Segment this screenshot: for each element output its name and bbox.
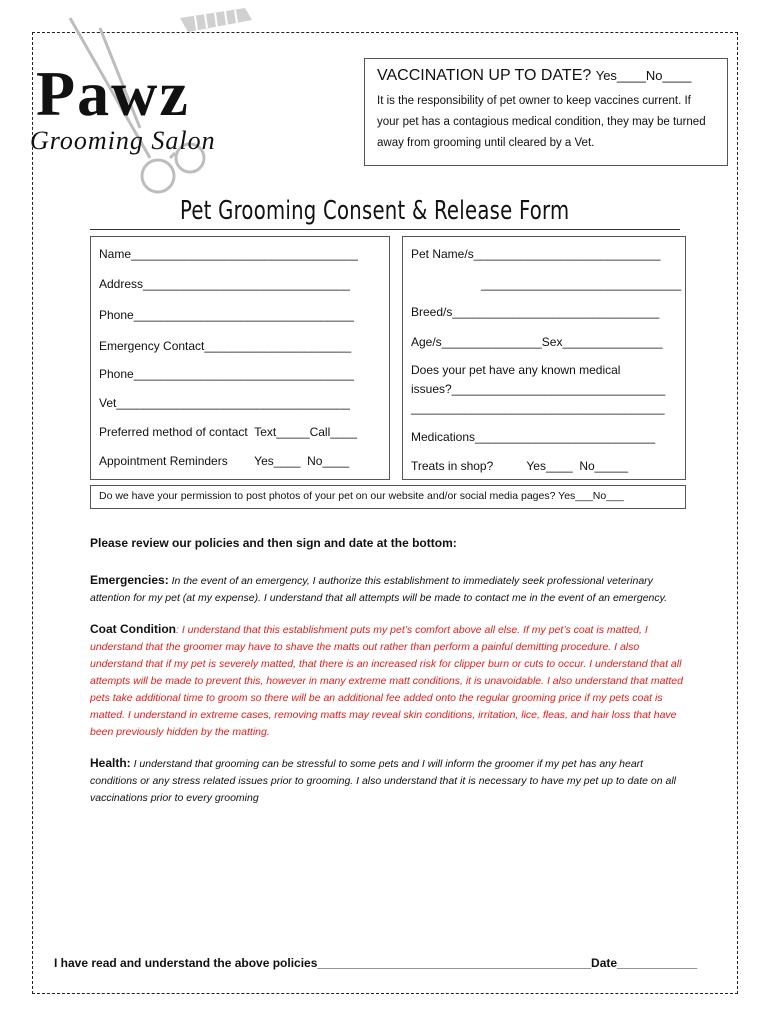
medications-field[interactable]: Medications___________________________: [411, 430, 656, 444]
health-text: I understand that grooming can be stressful to some pets and I will inform the groomer if my pet has any heart conditions or any stress related issues prior to grooming. I also understand that it is necessary to have my pet up to date on all vaccinations prior to every grooming: [90, 758, 676, 804]
vaccination-title: VACCINATION UP TO DATE?: [377, 67, 592, 84]
age-sex-field[interactable]: Age/s_______________Sex_______________: [411, 335, 663, 349]
vet-field[interactable]: Vet___________________________________: [99, 396, 350, 410]
emergencies-text: In the event of an emergency, I authorize this establishment to immediately seek professional veterinary attention for my pet (at my expense). I understand that all attempts will be made to contact me in the event of an emergency.: [90, 575, 668, 604]
medical-question: Does your pet have any known medical: [411, 363, 621, 377]
contact-method-field[interactable]: Preferred method of contact Text_____Call____: [99, 425, 357, 439]
form-title: Pet Grooming Consent & Release Form: [180, 196, 570, 226]
policies-intro: Please review our policies and then sign and date at the bottom:: [90, 536, 457, 550]
vaccination-yes-no[interactable]: Yes____No____: [595, 68, 692, 83]
pet-info-box: [402, 236, 686, 480]
health-paragraph: [90, 755, 690, 807]
photo-permission[interactable]: Do we have your permission to post photos of your pet on our website and/or social media pages? Yes___No___: [90, 485, 686, 509]
policies-section: [90, 536, 690, 821]
logo-name: Pawz: [36, 58, 190, 129]
pet-name-field[interactable]: Pet Name/s____________________________: [411, 247, 661, 261]
coat-text: : I understand that this establishment puts my pet’s comfort above all else. If my pet’s coat is matted, I understand that the groomer may have to shave the matts out rather than perform a painful demitting procedure. I also understand that if my pet is severely matted, that there is an increased risk for clipper burn or cuts to occur. I understand that all attempts will be made to prevent this, however in many extreme matt conditions, it is unavoidable. I also understand that matted pets take additional time to groom so there will be an additional fee added onto the regular grooming price if my pets coat is matted. I understand in extreme cases, removing matts may reveal skin conditions, irritation, lice, fleas, and hair loss that have been previously hidden by the matting.: [90, 624, 683, 738]
name-field[interactable]: Name__________________________________: [99, 247, 358, 261]
logo-subtitle: Grooming Salon: [30, 126, 216, 155]
title-underline: [90, 229, 680, 230]
emergency-contact-field[interactable]: Emergency Contact______________________: [99, 339, 352, 353]
medical-issues-field-2[interactable]: ______________________________________: [411, 401, 665, 415]
emergency-phone-field[interactable]: Phone_________________________________: [99, 367, 354, 381]
breed-field[interactable]: Breed/s_______________________________: [411, 305, 660, 319]
medical-issues-field[interactable]: issues?________________________________: [411, 382, 666, 396]
vaccination-box: [364, 58, 728, 166]
vaccination-text: It is the responsibility of pet owner to keep vaccines current. If your pet has a contagious medical condition, they may be turned away from grooming until cleared by a Vet.: [377, 95, 706, 149]
owner-info-box: [90, 236, 390, 480]
appointment-reminders-field[interactable]: Appointment Reminders Yes____ No____: [99, 454, 350, 468]
pet-name-field-2[interactable]: ______________________________: [481, 277, 682, 291]
treats-field[interactable]: Treats in shop? Yes____ No_____: [411, 459, 629, 473]
coat-paragraph: [90, 621, 690, 741]
emergencies-paragraph: [90, 572, 690, 607]
coat-label: Coat Condition: [90, 622, 176, 636]
signature-date-line[interactable]: I have read and understand the above policies_________________________________________Date____________: [54, 956, 698, 970]
emergencies-label: Emergencies:: [90, 573, 169, 587]
phone-field[interactable]: Phone_________________________________: [99, 308, 354, 322]
health-label: Health:: [90, 756, 131, 770]
address-field[interactable]: Address_______________________________: [99, 277, 350, 291]
